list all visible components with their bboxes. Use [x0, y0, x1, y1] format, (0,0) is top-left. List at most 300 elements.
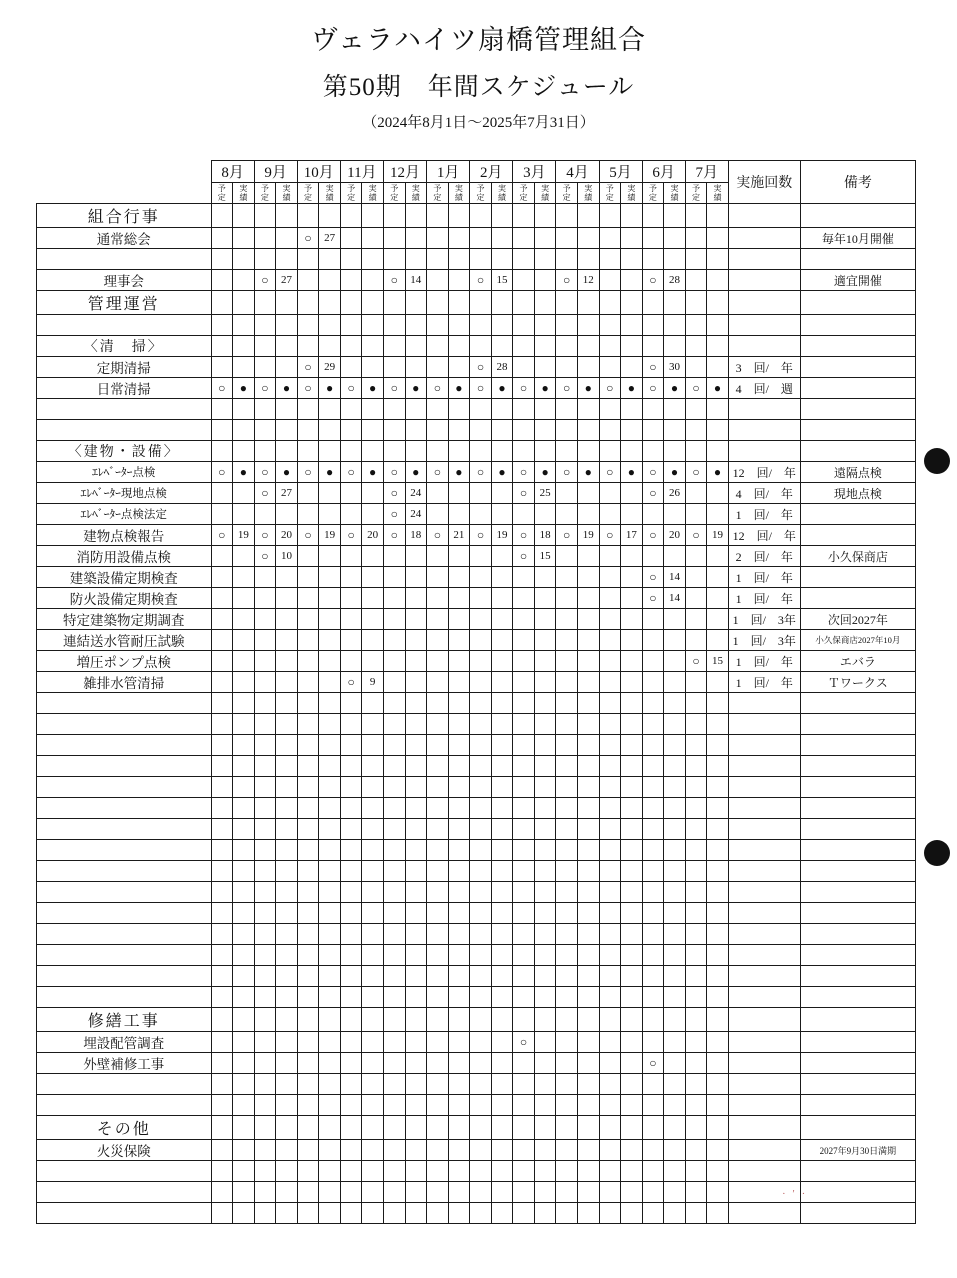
punch-hole-top — [924, 448, 950, 474]
cell-empty — [340, 483, 362, 504]
cell-empty — [448, 1032, 470, 1053]
cell-empty — [577, 249, 599, 270]
cell-empty — [427, 609, 449, 630]
cell-empty — [556, 1116, 578, 1140]
cell-empty — [534, 504, 556, 525]
cell-value: 15 — [707, 651, 729, 672]
cell-count — [728, 1095, 800, 1116]
cell-empty — [297, 1182, 319, 1203]
cell-empty — [621, 546, 643, 567]
cell-empty — [513, 1116, 535, 1140]
cell-empty — [254, 609, 276, 630]
cell-empty — [233, 588, 255, 609]
cell-empty — [491, 714, 513, 735]
cell-empty — [685, 1095, 707, 1116]
row-label-11: 〈建物・設備〉 — [37, 441, 212, 462]
cell-plan-mark — [685, 651, 707, 672]
cell-empty — [362, 441, 384, 462]
cell-empty — [642, 819, 664, 840]
cell-empty — [491, 336, 513, 357]
cell-empty — [362, 609, 384, 630]
cell-empty — [621, 903, 643, 924]
row-label-empty-30 — [37, 840, 212, 861]
cell-empty — [427, 270, 449, 291]
cell-empty — [383, 672, 405, 693]
cell-empty — [233, 609, 255, 630]
cell-empty — [211, 861, 233, 882]
cell-note — [800, 1203, 915, 1224]
cell-empty — [319, 987, 341, 1008]
cell-empty — [254, 1161, 276, 1182]
cell-empty — [276, 819, 298, 840]
cell-empty — [340, 291, 362, 315]
cell-empty — [621, 882, 643, 903]
cell-empty — [685, 567, 707, 588]
cell-empty — [685, 483, 707, 504]
cell-empty — [685, 504, 707, 525]
cell-empty — [534, 315, 556, 336]
cell-empty — [664, 987, 686, 1008]
cell-empty — [577, 987, 599, 1008]
cell-empty — [319, 735, 341, 756]
cell-empty — [319, 567, 341, 588]
cell-empty — [276, 336, 298, 357]
cell-empty — [405, 714, 427, 735]
cell-empty — [405, 1032, 427, 1053]
cell-empty — [664, 903, 686, 924]
cell-empty — [211, 204, 233, 228]
cell-empty — [491, 651, 513, 672]
cell-empty — [470, 1140, 492, 1161]
cell-result-mark — [621, 378, 643, 399]
cell-empty — [297, 1116, 319, 1140]
cell-empty — [362, 1116, 384, 1140]
cell-empty — [427, 798, 449, 819]
cell-note — [800, 315, 915, 336]
cell-empty — [254, 1140, 276, 1161]
cell-empty — [211, 1182, 233, 1203]
cell-count: 2 回/ 年 — [728, 546, 800, 567]
cell-empty — [470, 819, 492, 840]
cell-empty — [427, 630, 449, 651]
cell-empty — [599, 1008, 621, 1032]
cell-plan-mark — [297, 357, 319, 378]
cell-empty — [642, 336, 664, 357]
cell-empty — [211, 270, 233, 291]
cell-empty — [513, 1203, 535, 1224]
cell-empty — [685, 966, 707, 987]
table-row — [37, 651, 916, 672]
cell-empty — [556, 798, 578, 819]
title-block — [0, 0, 957, 132]
cell-empty — [534, 1053, 556, 1074]
cell-count — [728, 1074, 800, 1095]
result-header-11: 実 績 — [664, 183, 686, 204]
cell-empty — [621, 651, 643, 672]
cell-value: 18 — [534, 525, 556, 546]
cell-result-mark — [534, 378, 556, 399]
cell-empty — [340, 756, 362, 777]
cell-empty — [599, 315, 621, 336]
cell-empty — [254, 399, 276, 420]
cell-empty — [340, 504, 362, 525]
cell-empty — [211, 1116, 233, 1140]
table-row — [37, 1074, 916, 1095]
cell-empty — [254, 588, 276, 609]
cell-empty — [513, 420, 535, 441]
cell-empty — [621, 1095, 643, 1116]
cell-result-mark — [621, 462, 643, 483]
cell-empty — [491, 420, 513, 441]
result-header-8: 実 績 — [534, 183, 556, 204]
cell-empty — [621, 228, 643, 249]
cell-empty — [642, 861, 664, 882]
cell-plan-mark — [685, 462, 707, 483]
header-row-months — [37, 161, 916, 183]
cell-empty — [556, 204, 578, 228]
cell-empty — [211, 315, 233, 336]
cell-empty — [642, 1182, 664, 1203]
cell-empty — [319, 840, 341, 861]
cell-empty — [577, 819, 599, 840]
plan-header-4: 予 定 — [340, 183, 362, 204]
cell-empty — [664, 630, 686, 651]
cell-empty — [599, 756, 621, 777]
table-row — [37, 228, 916, 249]
cell-empty — [577, 420, 599, 441]
cell-empty — [233, 882, 255, 903]
cell-empty — [642, 672, 664, 693]
cell-empty — [642, 1008, 664, 1032]
cell-empty — [254, 228, 276, 249]
cell-note — [800, 735, 915, 756]
cell-plan-mark — [685, 378, 707, 399]
cell-empty — [707, 630, 729, 651]
cell-value: 30 — [664, 357, 686, 378]
cell-note — [800, 567, 915, 588]
cell-empty — [577, 483, 599, 504]
cell-empty — [491, 1095, 513, 1116]
cell-empty — [448, 315, 470, 336]
cell-empty — [211, 798, 233, 819]
cell-empty — [233, 987, 255, 1008]
cell-empty — [448, 546, 470, 567]
cell-empty — [664, 777, 686, 798]
cell-empty — [685, 1140, 707, 1161]
cell-empty — [534, 903, 556, 924]
cell-empty — [664, 966, 686, 987]
cell-empty — [470, 714, 492, 735]
row-label-empty-46 — [37, 1182, 212, 1203]
cell-value: 14 — [405, 270, 427, 291]
cell-count — [728, 420, 800, 441]
cell-empty — [707, 945, 729, 966]
cell-empty — [319, 882, 341, 903]
cell-note — [800, 1032, 915, 1053]
cell-plan-mark — [340, 525, 362, 546]
cell-empty — [233, 756, 255, 777]
cell-empty — [534, 1008, 556, 1032]
cell-empty — [491, 777, 513, 798]
cell-value: 19 — [491, 525, 513, 546]
cell-empty — [577, 756, 599, 777]
cell-empty — [707, 693, 729, 714]
cell-empty — [556, 1095, 578, 1116]
cell-empty — [211, 777, 233, 798]
cell-empty — [707, 315, 729, 336]
cell-empty — [319, 441, 341, 462]
cell-empty — [405, 357, 427, 378]
cell-empty — [211, 546, 233, 567]
cell-empty — [297, 567, 319, 588]
cell-empty — [448, 714, 470, 735]
cell-empty — [276, 966, 298, 987]
cell-empty — [362, 840, 384, 861]
table-row — [37, 861, 916, 882]
cell-empty — [556, 651, 578, 672]
cell-empty — [254, 315, 276, 336]
cell-empty — [599, 249, 621, 270]
cell-empty — [211, 291, 233, 315]
cell-empty — [707, 1032, 729, 1053]
cell-empty — [405, 315, 427, 336]
cell-empty — [491, 672, 513, 693]
cell-empty — [276, 588, 298, 609]
cell-empty — [491, 483, 513, 504]
cell-empty — [577, 777, 599, 798]
cell-value: 27 — [319, 228, 341, 249]
cell-note: 小久保商店 — [800, 546, 915, 567]
cell-empty — [319, 630, 341, 651]
cell-empty — [491, 903, 513, 924]
cell-empty — [642, 1161, 664, 1182]
cell-empty — [448, 735, 470, 756]
cell-count: 1 回/ 年 — [728, 567, 800, 588]
cell-empty — [427, 819, 449, 840]
cell-value: 20 — [276, 525, 298, 546]
cell-empty — [685, 714, 707, 735]
cell-empty — [254, 714, 276, 735]
cell-empty — [556, 945, 578, 966]
cell-result-mark — [664, 378, 686, 399]
cell-empty — [383, 567, 405, 588]
cell-empty — [599, 1032, 621, 1053]
cell-empty — [405, 588, 427, 609]
cell-empty — [233, 291, 255, 315]
cell-empty — [621, 249, 643, 270]
cell-empty — [448, 291, 470, 315]
cell-empty — [276, 987, 298, 1008]
cell-empty — [556, 420, 578, 441]
cell-empty — [405, 1095, 427, 1116]
cell-empty — [319, 798, 341, 819]
cell-empty — [556, 336, 578, 357]
cell-empty — [211, 903, 233, 924]
cell-empty — [383, 693, 405, 714]
row-label-6: 〈清 掃〉 — [37, 336, 212, 357]
cell-empty — [685, 672, 707, 693]
cell-empty — [707, 1203, 729, 1224]
row-label-empty-33 — [37, 903, 212, 924]
cell-empty — [599, 924, 621, 945]
cell-empty — [491, 588, 513, 609]
cell-result-mark — [233, 378, 255, 399]
cell-empty — [470, 399, 492, 420]
cell-empty — [340, 567, 362, 588]
cell-empty — [319, 588, 341, 609]
cell-empty — [383, 420, 405, 441]
cell-empty — [642, 630, 664, 651]
cell-empty — [556, 483, 578, 504]
cell-empty — [599, 1161, 621, 1182]
cell-empty — [599, 987, 621, 1008]
cell-empty — [577, 1161, 599, 1182]
table-row — [37, 357, 916, 378]
cell-empty — [276, 882, 298, 903]
cell-empty — [642, 693, 664, 714]
cell-empty — [534, 420, 556, 441]
cell-empty — [362, 861, 384, 882]
cell-empty — [427, 483, 449, 504]
cell-empty — [664, 735, 686, 756]
cell-empty — [470, 1161, 492, 1182]
cell-empty — [340, 228, 362, 249]
cell-result-mark — [319, 462, 341, 483]
plan-header-11: 予 定 — [642, 183, 664, 204]
cell-note — [800, 1161, 915, 1182]
cell-empty — [621, 672, 643, 693]
cell-plan-mark — [470, 270, 492, 291]
table-row — [37, 441, 916, 462]
cell-empty — [233, 270, 255, 291]
cell-empty — [427, 840, 449, 861]
cell-count: 3 回/ 年 — [728, 357, 800, 378]
cell-empty — [297, 270, 319, 291]
cell-empty — [276, 1074, 298, 1095]
cell-empty — [427, 228, 449, 249]
table-row — [37, 609, 916, 630]
cell-empty — [340, 693, 362, 714]
cell-note — [800, 882, 915, 903]
cell-empty — [340, 1140, 362, 1161]
cell-empty — [707, 441, 729, 462]
cell-empty — [685, 735, 707, 756]
cell-empty — [254, 1182, 276, 1203]
result-header-2: 実 績 — [276, 183, 298, 204]
cell-empty — [685, 798, 707, 819]
cell-empty — [254, 840, 276, 861]
cell-plan-mark — [254, 462, 276, 483]
row-label-4: 管理運営 — [37, 291, 212, 315]
cell-empty — [383, 204, 405, 228]
cell-empty — [599, 903, 621, 924]
cell-empty — [276, 1161, 298, 1182]
cell-empty — [340, 924, 362, 945]
cell-empty — [297, 798, 319, 819]
cell-empty — [642, 966, 664, 987]
cell-empty — [427, 756, 449, 777]
cell-empty — [383, 945, 405, 966]
row-label-empty-31 — [37, 861, 212, 882]
cell-empty — [556, 546, 578, 567]
cell-empty — [534, 945, 556, 966]
cell-result-mark — [707, 462, 729, 483]
cell-empty — [254, 291, 276, 315]
cell-empty — [534, 441, 556, 462]
cell-empty — [362, 714, 384, 735]
cell-empty — [276, 735, 298, 756]
cell-empty — [383, 777, 405, 798]
table-row — [37, 1203, 916, 1224]
cell-empty — [383, 1140, 405, 1161]
table-row — [37, 987, 916, 1008]
cell-empty — [448, 1008, 470, 1032]
cell-empty — [642, 777, 664, 798]
result-header-10: 実 績 — [621, 183, 643, 204]
cell-empty — [534, 228, 556, 249]
cell-empty — [556, 357, 578, 378]
cell-empty — [362, 357, 384, 378]
cell-empty — [491, 1140, 513, 1161]
cell-result-mark — [405, 378, 427, 399]
cell-empty — [211, 714, 233, 735]
cell-empty — [340, 399, 362, 420]
cell-empty — [685, 546, 707, 567]
cell-empty — [276, 1140, 298, 1161]
cell-count — [728, 966, 800, 987]
cell-empty — [685, 945, 707, 966]
cell-note — [800, 966, 915, 987]
cell-empty — [534, 249, 556, 270]
cell-empty — [427, 588, 449, 609]
cell-empty — [448, 1053, 470, 1074]
cell-empty — [297, 336, 319, 357]
cell-empty — [319, 819, 341, 840]
month-header-5: 12月 — [383, 161, 426, 183]
cell-empty — [556, 1008, 578, 1032]
cell-plan-mark — [513, 546, 535, 567]
cell-plan-mark — [340, 378, 362, 399]
cell-empty — [427, 249, 449, 270]
cell-empty — [383, 756, 405, 777]
cell-empty — [254, 819, 276, 840]
cell-empty — [599, 504, 621, 525]
cell-empty — [362, 567, 384, 588]
cell-empty — [405, 798, 427, 819]
cell-empty — [599, 630, 621, 651]
cell-empty — [513, 882, 535, 903]
cell-empty — [405, 1161, 427, 1182]
cell-empty — [448, 1203, 470, 1224]
table-row — [37, 525, 916, 546]
cell-empty — [577, 1095, 599, 1116]
cell-empty — [319, 399, 341, 420]
cell-empty — [340, 441, 362, 462]
cell-empty — [534, 399, 556, 420]
cell-empty — [448, 777, 470, 798]
cell-empty — [233, 420, 255, 441]
cell-empty — [577, 291, 599, 315]
cell-empty — [707, 228, 729, 249]
row-label-19: 特定建築物定期調査 — [37, 609, 212, 630]
cell-empty — [707, 798, 729, 819]
cell-empty — [405, 228, 427, 249]
cell-plan-mark — [383, 270, 405, 291]
cell-empty — [383, 1074, 405, 1095]
cell-result-mark — [491, 378, 513, 399]
cell-empty — [427, 903, 449, 924]
cell-empty — [470, 798, 492, 819]
